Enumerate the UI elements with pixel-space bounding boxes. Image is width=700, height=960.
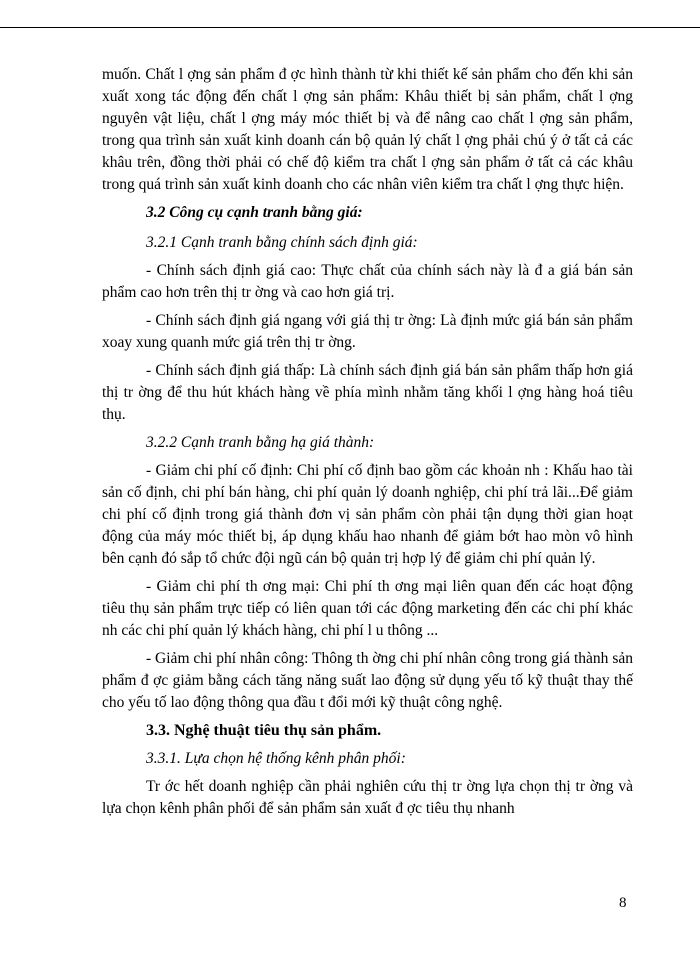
list-item: - Giảm chi phí nhân công: Thông th ờng chi phí nhân công trong giá thành sản phẩm đ ợc giảm bằng cách tăng năng suất lao động sử dụng yếu tố kỹ thuật thay thế cho yếu tố lao động thông qua đầu t đổi mới kỹ thuật công nghệ. — [102, 650, 633, 711]
list-item: - Giảm chi phí cố định: Chi phí cố định bao gồm các khoản nh : Khấu hao tài sản cố định, chi phí bán hàng, chi phí quản lý doanh nghiệp, chi phí trả lãi...Để giảm chi phí cố định trong giá thành đơn vị sản phẩm còn phải tận dụng thời gian hoạt động của máy móc thiết bị, áp dụng khấu hao nhanh để giảm bớt hao mòn vô hình bên cạnh đó sắp tổ chức đội ngũ cán bộ quản trị hợp lý để giảm chi phí quản lý. — [102, 462, 633, 567]
section-heading: 3.3. Nghệ thuật tiêu thụ sản phẩm. — [146, 722, 382, 739]
page-body — [102, 64, 633, 826]
list-item: - Chính sách định giá thấp: Là chính sách định giá bán sản phẩm thấp hơn giá thị tr ờng để thu hút khách hàng về phía mình nhằm tăng khối l ợng hàng hoá tiêu thụ. — [102, 362, 633, 423]
list-item: - Chính sách định giá cao: Thực chất của chính sách này là đ a giá bán sản phẩm cao hơn trên thị tr ờng và cao hơn giá trị. — [102, 262, 633, 301]
list-item: - Giảm chi phí th ơng mại: Chi phí th ơng mại liên quan đến các hoạt động tiêu thụ sản phẩm trực tiếp có liên quan tới các động marketing đến các chi phí khác nh các chi phí quản lý khách hàng, chi phí l u thông ... — [102, 578, 633, 639]
subsection-heading: 3.3.1. Lựa chọn hệ thống kênh phân phối: — [146, 750, 406, 767]
page-number: 8 — [619, 895, 627, 911]
body-paragraph: Tr ớc hết doanh nghiệp cần phải nghiên cứu thị tr ờng lựa chọn thị tr ờng và lựa chọn kênh phân phối để sản phẩm sản xuất đ ợc tiêu thụ nhanh — [102, 778, 633, 817]
subsection-heading: 3.2.1 Cạnh tranh bằng chính sách định giá: — [146, 234, 418, 251]
body-paragraph: muốn. Chất l ợng sản phẩm đ ợc hình thành từ khi thiết kế sản phẩm cho đến khi sản xuất xong tác động đến chất l ợng sản phẩm: Khâu thiết bị sản phẩm, chất l ợng nguyên vật liệu, chất l ợng máy móc thiết bị và để nâng cao chất l ợng sản phẩm, trong qua trình sản xuất kinh doanh cán bộ quản lý chất l ợng phải chú ý ở tất cả các khâu trên, đồng thời phải có chế độ kiểm tra chất l ợng sản phẩm ở tất cả các khâu trong quá trình sản xuất kinh doanh cho các nhân viên kiểm tra chất l ợng thực hiện. — [102, 66, 633, 193]
section-heading: 3.2 Công cụ cạnh tranh bằng giá: — [146, 204, 363, 221]
subsection-heading: 3.2.2 Cạnh tranh bằng hạ giá thành: — [146, 434, 375, 451]
header-rule — [0, 27, 700, 28]
list-item: - Chính sách định giá ngang với giá thị tr ờng: Là định mức giá bán sản phẩm xoay xung quanh mức giá trên thị tr ờng. — [102, 312, 633, 351]
